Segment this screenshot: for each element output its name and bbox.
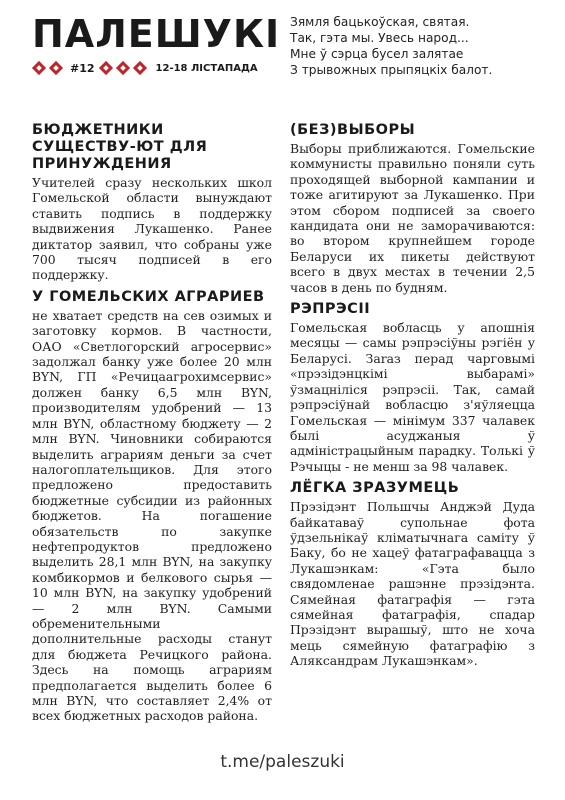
telegram-link[interactable]: t.me/paleszuki (220, 752, 345, 772)
issue-line (32, 58, 272, 78)
masthead (32, 12, 281, 84)
article-title: У ГОМЕЛЬСКИХ АГРАРИЕВ (32, 288, 265, 305)
right-column (290, 122, 535, 675)
ornament-icon (99, 61, 113, 75)
issue-number: #12 (70, 61, 95, 75)
article-title: РЭПРЭСІІ (290, 301, 371, 318)
article-body: Выборы приближаются. Гомельские коммунисты правильно поняли суть проходящей выборной кампании и тоже агитируют за Лукашенко. При этом сбором подписей за своего кандидата они не заморачиваются: во втором крупнейшем городе Беларуси их пикеты действуют всего в двух местах в течении 2,5 часов в день по будням. (290, 141, 535, 295)
logo: ПАЛЕШУКІ (32, 12, 281, 56)
poem-line: Зямля бацькоўская, святая. (290, 15, 470, 29)
article-title: БЮДЖЕТНИКИ СУЩЕСТВУ-ЮТ ДЛЯ ПРИНУЖДЕНИЯ (32, 122, 208, 172)
ornament-icon (116, 61, 130, 75)
article-body: Прэзідэнт Польшчы Анджэй Дуда байкатаваў супольнае фота ўдзельнікаў кліматычнага саміту ў Баку, бо не хацеў фатаграфавацца з Лукашэнкам: «Гэта было свядомленае рашэнне прэзідэнта. Сямейная фатаграфія — гэта сямейная фатаграфія, спадар Прэзідэнт вырашыў, што не хоча мець сямейную фатаграфію з Аляксандрам Лукашэнкам». (290, 499, 535, 669)
poem-line: З трывожных прыпяцкіх балот. (290, 63, 493, 77)
poem-line: Так, гэта мы. Увесь народ... (290, 31, 469, 45)
article-title: (БЕЗ)ВЫБОРЫ (290, 122, 416, 138)
left-column (32, 122, 272, 730)
ornament-icon (49, 61, 63, 75)
article-title: ЛЁГКА ЗРАЗУМЕЦЬ (290, 480, 460, 497)
article-body: Учителей сразу нескольких школ Гомельской области вынуждают ставить подпись в поддержку выдвижения Лукашенко. Ранее диктатор заявил, что собраны уже 700 тысяч подписей в его поддержку. (32, 175, 272, 283)
article-body: не хватает средств на сев озимых и заготовку кормов. В частности, ОАО «Светлогорский агросервис» задолжал банку уже более 20 млн BYN, ГП «Речицаагрохимсервис» должен банку 6,5 млн BYN, производителям удобрений — 13 млн BYN, областному бюджету — 2 млн BYN. Чиновники собираются выделить аграриям деньги за счет налогоплательщиков. Для этого предложено предоставить бюджетные субсидии из районных бюджетов. На погашение обязательств по закупке нефтепродуктов предложено выделить 28,1 млн BYN, на закупку комбикормов и белкового сырья — 10 млн BYN, на закупку удобрений — 2 млн BYN. Самыми обременительными дополнительные расходы станут для бюджета Речицкого района. Здесь на помощь аграриям предполагается выделить более 6 млн BYN, что составляет 2,4% от всех бюджетных расходов района. (32, 307, 272, 724)
issue-dates: 12-18 ЛІСТАПАДА (155, 62, 258, 74)
poem-line: Мне ў сэрца бусел залятае (290, 47, 464, 61)
ornament-icon (32, 61, 46, 75)
ornament-icon (133, 61, 147, 75)
article-body: Гомельская вобласць у апошнія месяцы — самы рэпрэсіўны рэгіён у Беларусі. Заraз перад чарговымі «прэзідэнцкімі выбарамі» ўзмацніліся рэпрэсіі. Так, самай рэпрэсіўнай вобласцю з'яўляецца Гомельская — мінімум 337 чалавек былі асуджаныя ў адміністрацыйным парадку. Толькі ў Рэчыцы - не менш за 98 чалавек. (290, 320, 535, 474)
poem (290, 14, 550, 78)
